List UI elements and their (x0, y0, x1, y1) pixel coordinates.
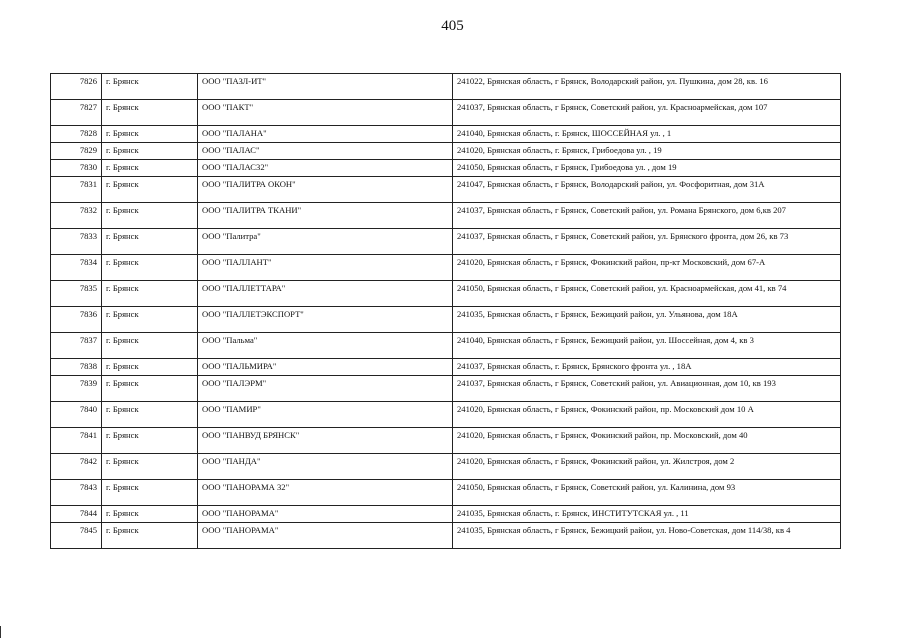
row-address: 241040, Брянская область, г Брянск, Бежицкий район, ул. Шоссейная, дом 4, кв 3 (453, 333, 841, 359)
row-city: г. Брянск (102, 255, 198, 281)
row-company-name: ООО "ПАЛАНА" (198, 126, 453, 143)
registry-table (50, 73, 841, 549)
table-row (51, 177, 841, 203)
table-row (51, 281, 841, 307)
row-company-name: ООО "ПАЛЛАНТ" (198, 255, 453, 281)
row-city: г. Брянск (102, 506, 198, 523)
row-company-name: ООО "ПАЗЛ-ИТ" (198, 74, 453, 100)
table-row (51, 333, 841, 359)
row-company-name: ООО "Палитра" (198, 229, 453, 255)
row-city: г. Брянск (102, 523, 198, 549)
row-company-name: ООО "ПАЛЭРМ" (198, 376, 453, 402)
row-city: г. Брянск (102, 203, 198, 229)
row-number: 7842 (51, 454, 102, 480)
row-city: г. Брянск (102, 402, 198, 428)
margin-mark (0, 626, 1, 638)
row-number: 7843 (51, 480, 102, 506)
table-row (51, 160, 841, 177)
row-address: 241020, Брянская область, г. Брянск, Грибоедова ул. , 19 (453, 143, 841, 160)
row-city: г. Брянск (102, 143, 198, 160)
page-number: 405 (441, 18, 464, 34)
row-city: г. Брянск (102, 428, 198, 454)
row-number: 7826 (51, 74, 102, 100)
row-address: 241050, Брянская область, г Брянск, Советский район, ул. Красноармейская, дом 41, кв 74 (453, 281, 841, 307)
row-address: 241047, Брянская область, г Брянск, Володарский район, ул. Фосфоритная, дом 31А (453, 177, 841, 203)
row-address: 241050, Брянская область, г Брянск, Грибоедова ул. , дом 19 (453, 160, 841, 177)
row-address: 241022, Брянская область, г Брянск, Володарский район, ул. Пушкина, дом 28, кв. 16 (453, 74, 841, 100)
row-company-name: ООО "ПАЛЛЕТЭКСПОРТ" (198, 307, 453, 333)
row-address: 241020, Брянская область, г Брянск, Фокинский район, пр. Московский, дом 40 (453, 428, 841, 454)
row-number: 7828 (51, 126, 102, 143)
row-address: 241035, Брянская область, г Брянск, Бежицкий район, ул. Ново-Советская, дом 114/38, кв 4 (453, 523, 841, 549)
row-number: 7833 (51, 229, 102, 255)
row-number: 7845 (51, 523, 102, 549)
table-row (51, 74, 841, 100)
row-city: г. Брянск (102, 100, 198, 126)
row-company-name: ООО "ПАНДА" (198, 454, 453, 480)
row-city: г. Брянск (102, 126, 198, 143)
row-company-name: ООО "ПАЛИТРА ТКАНИ" (198, 203, 453, 229)
row-city: г. Брянск (102, 160, 198, 177)
row-number: 7840 (51, 402, 102, 428)
row-city: г. Брянск (102, 281, 198, 307)
row-number: 7837 (51, 333, 102, 359)
row-address: 241035, Брянская область, г Брянск, Бежицкий район, ул. Ульянова, дом 18А (453, 307, 841, 333)
row-company-name: ООО "ПАНОРАМА 32" (198, 480, 453, 506)
row-company-name: ООО "ПАЛАС32" (198, 160, 453, 177)
row-company-name: ООО "ПАЛИТРА ОКОН" (198, 177, 453, 203)
row-city: г. Брянск (102, 333, 198, 359)
table-row (51, 100, 841, 126)
row-address: 241037, Брянская область, г Брянск, Советский район, ул. Брянского фронта, дом 26, кв 73 (453, 229, 841, 255)
row-company-name: ООО "ПАНОРАМА" (198, 523, 453, 549)
row-city: г. Брянск (102, 177, 198, 203)
row-address: 241020, Брянская область, г Брянск, Фокинский район, ул. Жилстроя, дом 2 (453, 454, 841, 480)
row-address: 241037, Брянская область, г. Брянск, Брянского фронта ул. , 18А (453, 359, 841, 376)
row-address: 241050, Брянская область, г Брянск, Советский район, ул. Калинина, дом 93 (453, 480, 841, 506)
row-city: г. Брянск (102, 74, 198, 100)
table-row (51, 402, 841, 428)
row-number: 7841 (51, 428, 102, 454)
row-address: 241037, Брянская область, г Брянск, Советский район, ул. Романа Брянского, дом 6,кв 207 (453, 203, 841, 229)
row-company-name: ООО "Пальма" (198, 333, 453, 359)
row-number: 7844 (51, 506, 102, 523)
table-row (51, 506, 841, 523)
row-number: 7839 (51, 376, 102, 402)
table-row (51, 480, 841, 506)
table-row (51, 307, 841, 333)
row-company-name: ООО "ПАЛЬМИРА" (198, 359, 453, 376)
row-number: 7831 (51, 177, 102, 203)
row-address: 241040, Брянская область, г. Брянск, ШОССЕЙНАЯ ул. , 1 (453, 126, 841, 143)
row-number: 7832 (51, 203, 102, 229)
table-row (51, 126, 841, 143)
row-address: 241037, Брянская область, г Брянск, Советский район, ул. Красноармейская, дом 107 (453, 100, 841, 126)
row-company-name: ООО "ПАНОРАМА" (198, 506, 453, 523)
row-number: 7838 (51, 359, 102, 376)
row-number: 7827 (51, 100, 102, 126)
row-city: г. Брянск (102, 229, 198, 255)
row-city: г. Брянск (102, 480, 198, 506)
table-row (51, 376, 841, 402)
row-company-name: ООО "ПАЛЛЕТТАРА" (198, 281, 453, 307)
row-city: г. Брянск (102, 307, 198, 333)
row-address: 241037, Брянская область, г Брянск, Советский район, ул. Авиационная, дом 10, кв 193 (453, 376, 841, 402)
row-number: 7830 (51, 160, 102, 177)
row-company-name: ООО "ПАНВУД БРЯНСК" (198, 428, 453, 454)
row-number: 7834 (51, 255, 102, 281)
table-row (51, 454, 841, 480)
table-row (51, 229, 841, 255)
row-number: 7835 (51, 281, 102, 307)
row-company-name: ООО "ПАМИР" (198, 402, 453, 428)
table-row (51, 203, 841, 229)
table-row (51, 143, 841, 160)
row-city: г. Брянск (102, 359, 198, 376)
table-row (51, 428, 841, 454)
row-address: 241020, Брянская область, г Брянск, Фокинский район, пр-кт Московский, дом 67-А (453, 255, 841, 281)
row-company-name: ООО "ПАКТ" (198, 100, 453, 126)
row-address: 241020, Брянская область, г Брянск, Фокинский район, пр. Московский дом 10 А (453, 402, 841, 428)
row-address: 241035, Брянская область, г. Брянск, ИНСТИТУТСКАЯ ул. , 11 (453, 506, 841, 523)
table-row (51, 523, 841, 549)
row-number: 7829 (51, 143, 102, 160)
row-company-name: ООО "ПАЛАС" (198, 143, 453, 160)
row-city: г. Брянск (102, 454, 198, 480)
row-city: г. Брянск (102, 376, 198, 402)
table-row (51, 255, 841, 281)
row-number: 7836 (51, 307, 102, 333)
table-row (51, 359, 841, 376)
